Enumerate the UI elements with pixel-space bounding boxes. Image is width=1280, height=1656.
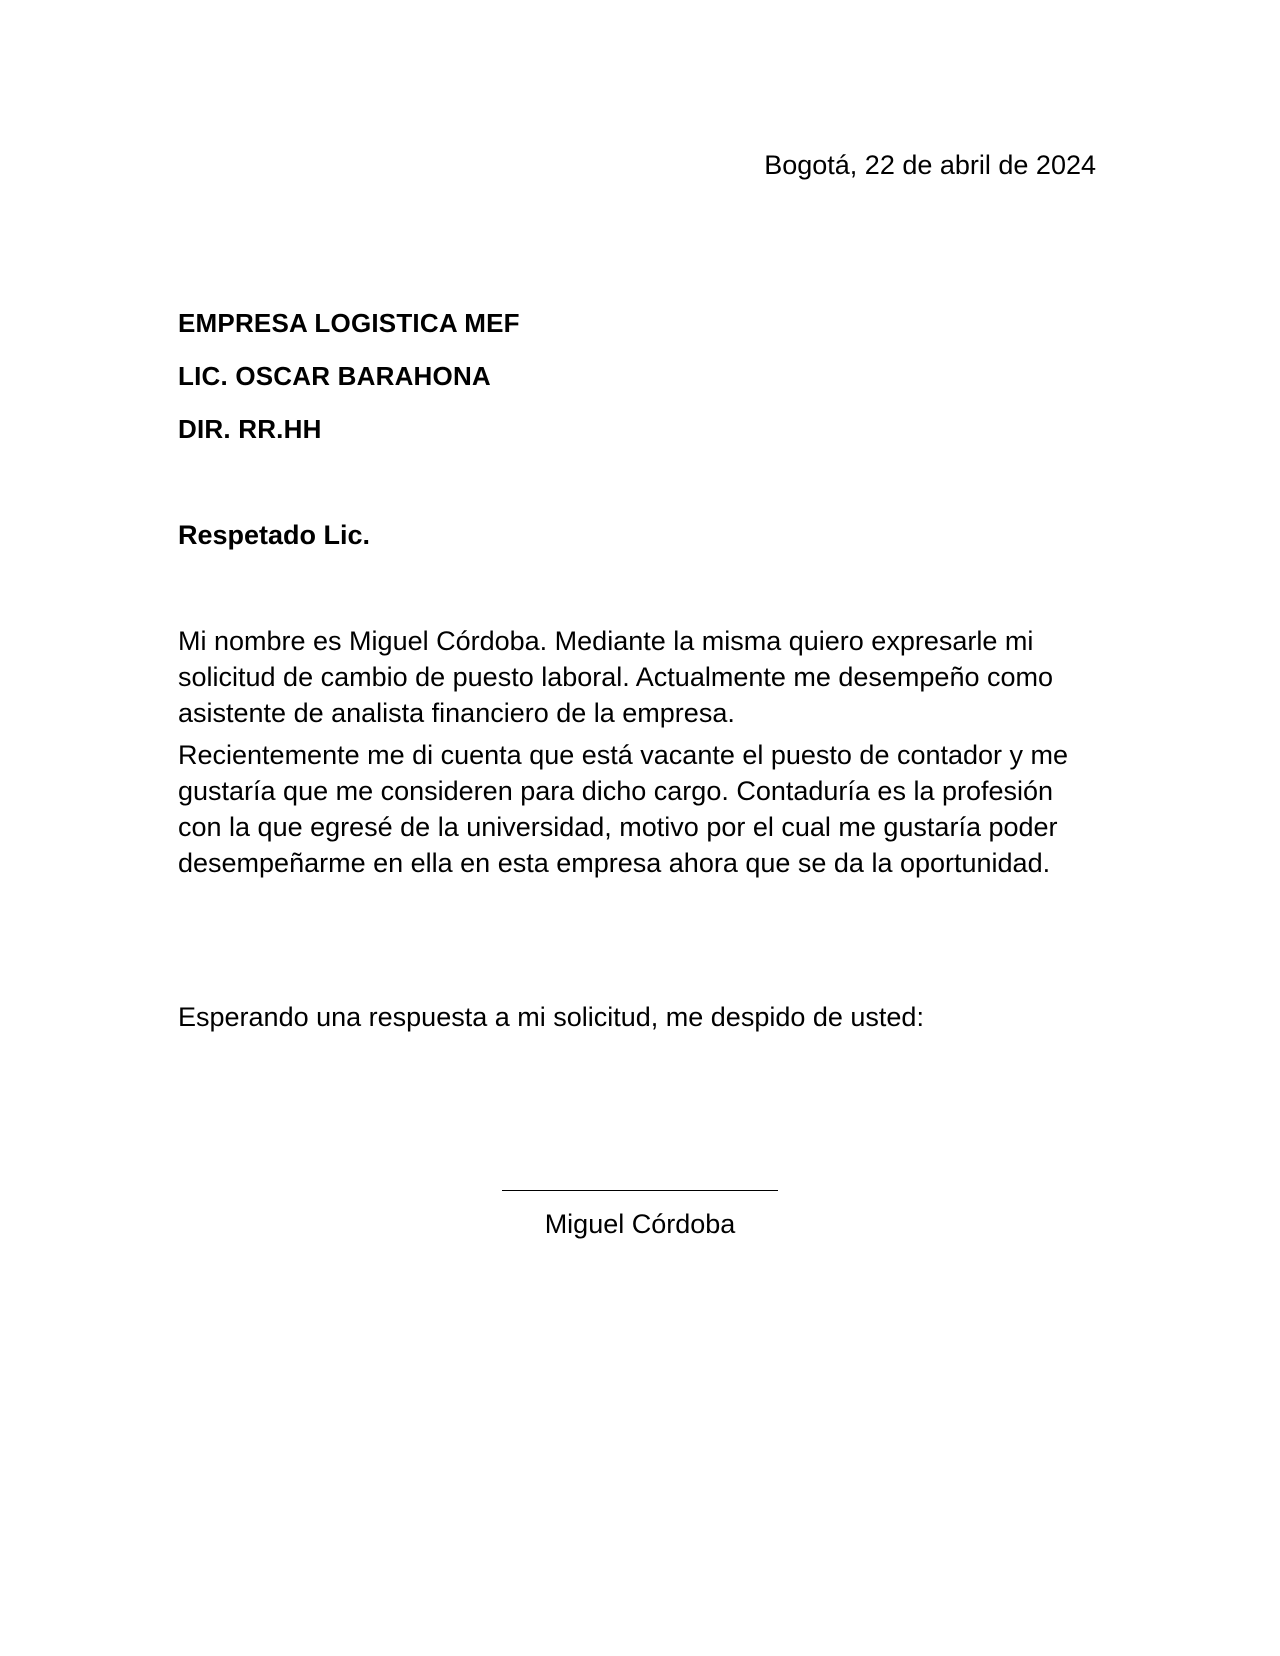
recipient-block — [178, 306, 1098, 465]
recipient-company: EMPRESA LOGISTICA MEF — [178, 308, 520, 338]
body-paragraph-2: Recientemente me di cuenta que está vacante el puesto de contador y me gustaría que me consideren para dicho cargo. Contaduría es la profesión con la que egresé de la universidad, motivo por el cual me gustaría poder desempeñarme en ella en esta empresa ahora que se da la oportunidad. — [178, 740, 1069, 878]
signature-name: Miguel Córdoba — [544, 1209, 736, 1239]
letter-body — [178, 623, 1103, 887]
signature-line — [502, 1162, 778, 1191]
salutation: Respetado Lic. — [178, 520, 371, 550]
recipient-person: LIC. OSCAR BARAHONA — [178, 361, 491, 391]
signature-block — [440, 1162, 840, 1241]
recipient-department: DIR. RR.HH — [178, 414, 322, 444]
body-paragraph-1: Mi nombre es Miguel Córdoba. Mediante la misma quiero expresarle mi solicitud de cambio de puesto laboral. Actualmente me desempeño como asistente de analista financiero de la empresa. — [178, 626, 1054, 728]
closing-line: Esperando una respuesta a mi solicitud, me despido de usted: — [178, 1002, 924, 1032]
letter-date: Bogotá, 22 de abril de 2024 — [764, 150, 1096, 180]
